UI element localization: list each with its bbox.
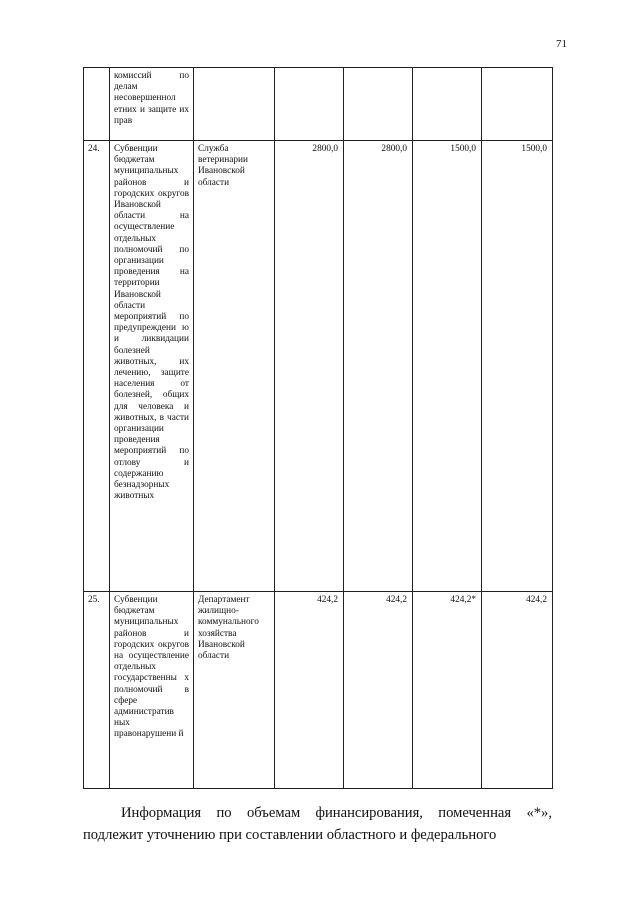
subvention-name: Субвенции бюджетам муниципальных районов и городских округов на осуществление отдельных государственны х полномочий в сфере административ ных правонарушени й <box>110 592 194 789</box>
table-row <box>84 592 553 789</box>
footnote-text: Информация по объемам финансирования, помеченная «*», подлежит уточнению при составлении областного и федерального <box>83 805 552 843</box>
value-cell <box>413 68 482 141</box>
table-row <box>84 68 553 141</box>
value-cell: 2800,0 <box>275 141 344 592</box>
row-number: 25. <box>84 592 110 789</box>
page-number: 71 <box>556 38 567 50</box>
row-number: 24. <box>84 141 110 592</box>
executor-name: Департамент жилищно-коммунального хозяйства Ивановской области <box>194 592 275 789</box>
value-cell <box>344 68 413 141</box>
value-cell <box>275 68 344 141</box>
value-cell: 424,2 <box>482 592 553 789</box>
row-number <box>84 68 110 141</box>
value-cell: 424,2 <box>344 592 413 789</box>
value-cell <box>482 68 553 141</box>
value-cell: 1500,0 <box>413 141 482 592</box>
value-cell: 424,2* <box>413 592 482 789</box>
footnote-paragraph <box>83 802 552 846</box>
funding-table <box>83 67 553 789</box>
executor-name: Служба ветеринарии Ивановской области <box>194 141 275 592</box>
table-row <box>84 141 553 592</box>
subvention-name: комиссий по делам несовершеннол етних и защите их прав <box>110 68 194 141</box>
value-cell: 2800,0 <box>344 141 413 592</box>
value-cell: 1500,0 <box>482 141 553 592</box>
value-cell: 424,2 <box>275 592 344 789</box>
executor-name <box>194 68 275 141</box>
subvention-name: Субвенции бюджетам муниципальных районов и городских округов Ивановской области на осуществление отдельных полномочий по организации проведения на территории Ивановской области мероприятий по предупреждени ю и ликвидации болезней животных, их лечению, защите населения от болезней, общих для человека и животных, в части организации проведения мероприятий по отлову и содержанию безнадзорных животных <box>110 141 194 592</box>
